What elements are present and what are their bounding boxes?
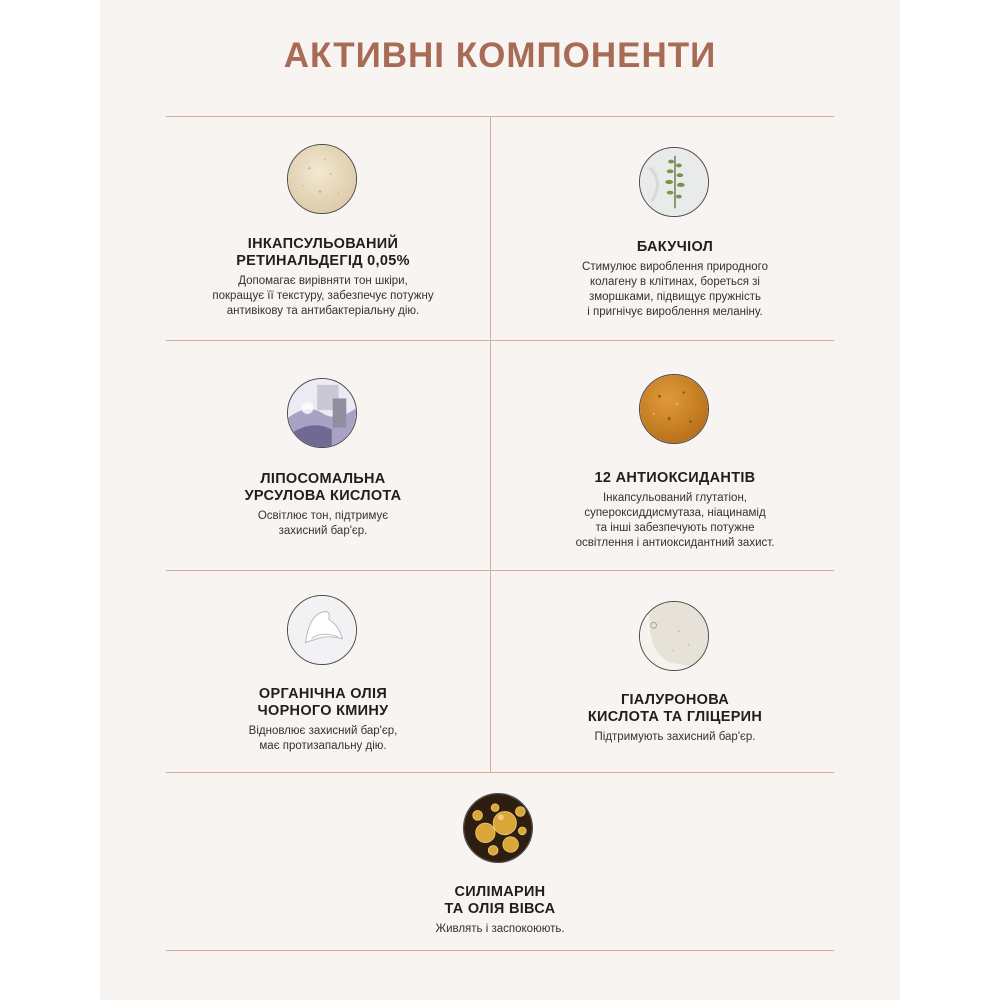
component-heading: СИЛІМАРИН ТА ОЛІЯ ВІВСА <box>444 884 556 917</box>
component-heading: 12 АНТИОКСИДАНТІВ <box>594 470 756 486</box>
divider-line <box>166 116 834 117</box>
component-heading: ГІАЛУРОНОВА КИСЛОТА ТА ГЛІЦЕРИН <box>587 692 763 725</box>
component-description: Інкапсульований глутатіон, супероксиддисмутаза, ніацинамід та інші забезпечують потужне освітлення і антиоксидантний захист. <box>575 492 775 549</box>
component-description: Живлять і заспокоюють. <box>435 923 565 935</box>
cream-swatch-icon <box>287 595 357 665</box>
component-card <box>163 686 483 754</box>
divider-line <box>166 340 834 341</box>
component-heading: ІНКАПСУЛЬОВАНИЙ РЕТИНАЛЬДЕГІД 0,05% <box>236 236 410 269</box>
bakuchiol-plant-icon <box>639 147 709 217</box>
divider-line <box>166 570 834 571</box>
component-description: Відновлює захисний бар'єр, має протизапальну дію. <box>248 725 398 752</box>
component-card <box>163 471 483 539</box>
divider-line <box>166 772 834 773</box>
component-card <box>340 884 660 937</box>
component-heading: ОРГАНІЧНА ОЛІЯ ЧОРНОГО КМИНУ <box>257 686 389 719</box>
serum-drop-icon <box>639 601 709 671</box>
component-description: Стимулює вироблення природного колагену в клітинах, бореться зі зморшками, підвищує пружність і пригнічує вироблення меланіну. <box>582 261 768 318</box>
ingredients-page <box>100 0 900 1000</box>
component-card <box>163 236 483 319</box>
divider-line <box>166 950 834 951</box>
component-description: Підтримують захисний бар'єр. <box>594 731 756 743</box>
component-heading: ЛІПОСОМАЛЬНА УРСУЛОВА КИСЛОТА <box>244 471 402 504</box>
component-card <box>515 692 835 745</box>
retinaldehyde-powder-icon <box>287 144 357 214</box>
ursolic-acid-icon <box>287 378 357 448</box>
page-title: АКТИВНІ КОМПОНЕНТИ <box>283 36 717 75</box>
oil-bubbles-icon <box>463 793 533 863</box>
component-description: Допомагає вирівняти тон шкіри, покращує її текстуру, забезпечує потужну антивікову та антибактеріальну дію. <box>212 275 434 317</box>
component-heading: БАКУЧІОЛ <box>636 239 714 255</box>
antioxidant-powder-icon <box>639 374 709 444</box>
column-divider <box>490 117 491 773</box>
component-description: Освітлює тон, підтримує захисний бар'єр. <box>257 510 389 537</box>
component-card <box>515 470 835 551</box>
component-card <box>515 239 835 320</box>
